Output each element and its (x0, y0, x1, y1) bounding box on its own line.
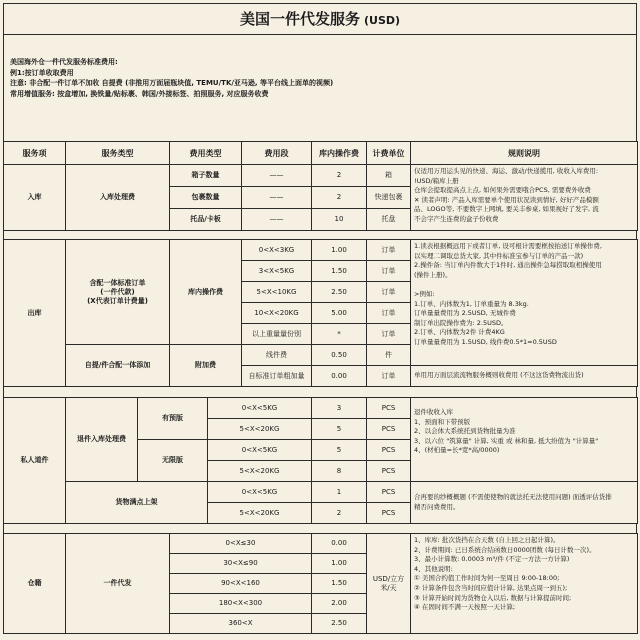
rule-line: >例如: (414, 289, 435, 298)
outbound-item: 出库 (4, 240, 66, 387)
rule-line: 2、以会体大系统托到货物批量为准 (414, 427, 516, 436)
fee-range-cell: 360<X (170, 614, 312, 634)
rule-line: (操件上册)。 (414, 270, 452, 279)
intro-line: 注意: 非合配一件订单不加收 自提费 (非推用万面届瓶块值, TEMU/TK/亚马逊, 等平台线上面单的视频) (10, 79, 334, 87)
storage-item: 仓籍 (4, 534, 66, 634)
price-cell: 2.50 (312, 614, 367, 634)
storage-unit: USD/立方米/天 (367, 534, 411, 634)
unit-cell: PCS (367, 461, 411, 482)
price-cell: 2 (312, 503, 367, 524)
fee-range-cell: —— (242, 187, 312, 209)
fee-range-cell: 10<X<20KG (242, 303, 312, 324)
unit-cell: PCS (367, 398, 411, 419)
rule-line: 订单量量费用为 2.5USD, 无城件费 (414, 309, 516, 318)
rule-line: 2.订单、内体数为2件 计费4KG (414, 328, 505, 337)
rule-line: ④ 在固时间不满一天按照一天计算; (414, 603, 516, 612)
price-cell: 5.00 (312, 303, 367, 324)
rule-line: ③ 计算开始时间为货物仓入以后, 数据与计算提前时间; (414, 593, 572, 602)
price-cell: 1.00 (312, 554, 367, 574)
unit-cell: PCS (367, 482, 411, 503)
title-main: 美国一件代发服务 (239, 10, 360, 28)
returns-type: 退件入库处理费 (66, 398, 138, 482)
rule-line: ✕ 读者声明: 产品入库需要单个使用状况读到情好, 好好产品模额 (414, 195, 599, 204)
outbound-type-line: 含配一体标准订单 (89, 278, 146, 287)
outbound-fee-type: 库内操作费 (170, 240, 242, 345)
inbound-item: 入库 (4, 165, 66, 231)
section-gap (3, 386, 637, 397)
fee-type-cell: 包裹数量 (170, 187, 242, 209)
fee-range-cell: 以上重量量份别 (242, 324, 312, 345)
rule-line: 2、计费期间: 已日系统合结函数日0000团数 (每日计数一次)。 (414, 545, 596, 554)
intro-block (3, 35, 637, 141)
fee-type-cell: 托品/卡板 (170, 209, 242, 231)
rule-line: 1、库库: 批次货挡在合天数 (自上回之日起计算)。 (414, 536, 560, 544)
header-fee-range: 费用段 (242, 142, 312, 165)
price-cell: 1.00 (312, 240, 367, 261)
unit-cell: PCS (367, 503, 411, 524)
unit-cell: PCS (367, 440, 411, 461)
fee-type-cell: 箱子数量 (170, 165, 242, 187)
price-cell: 1 (312, 482, 367, 503)
returns-group-label: 无限版 (138, 440, 208, 482)
outbound-type-line: (X代表订单计费量) (87, 296, 148, 305)
price-cell: 2.00 (312, 594, 367, 614)
unit-cell: 订单 (367, 240, 411, 261)
header-rules: 规则说明 (411, 142, 638, 165)
fee-range-cell: 线件费 (242, 345, 312, 366)
fee-range-cell: 5<X<20KG (208, 503, 312, 524)
outbound-rules (411, 240, 638, 366)
fee-range-cell: 30<X≤90 (170, 554, 312, 574)
outbound-type-2: 自提/件合配一体添加 (66, 345, 170, 387)
storage-type: 一件代发 (66, 534, 170, 634)
table-row (4, 534, 638, 554)
fee-range-cell: 3<X<5KG (242, 261, 312, 282)
unit-cell: 快递包裹 (367, 187, 411, 209)
fee-range-cell: 0<X<3KG (242, 240, 312, 261)
header-service-item: 服务项 (4, 142, 66, 165)
price-cell: 1.50 (312, 574, 367, 594)
rule-line: 仅适用万用运头见的快递、海运、激动/快递揽用, 收收入库费用: (414, 167, 599, 175)
storage-rules (411, 534, 638, 634)
rule-line: 3、以六位 "筑算量" 计算, 实重 或 林和量, 抵大纷值为 "计算量" (414, 436, 599, 445)
unit-cell: 订单 (367, 261, 411, 282)
unit-cell: 件 (367, 345, 411, 366)
price-cell: 8 (312, 461, 367, 482)
header-operation-fee: 库内操作费 (312, 142, 367, 165)
intro-line: 常用增值服务: 按盒增加, 换铁量/贴标裹、韩国/外接标签、拍照服务, 对应服务收费 (10, 89, 269, 98)
returns-rules (411, 398, 638, 482)
inbound-rules (411, 165, 638, 231)
rule-line: 1.读表根据概远用下或者订单, 设可根计需要框按拍送订单操作费, (414, 242, 602, 250)
rule-line: 1.订单、内体数为1, 订单重量为 8.3kg. (414, 299, 529, 308)
returns-item: 私人道件 (4, 398, 66, 524)
header-row (4, 142, 638, 165)
rule-line: 精否问费费用。 (414, 502, 460, 511)
outbound-table (3, 239, 638, 387)
rule-line: 1、预面和下带预版 (414, 417, 471, 426)
rule-line: 3、最小计算数: 0.0003 m³/件 (不定一方法一方计算) (414, 555, 570, 564)
price-cell: 5 (312, 419, 367, 440)
unit-cell: PCS (367, 419, 411, 440)
header-service-type: 服务类型 (66, 142, 170, 165)
fee-range-cell: 自标准订单粗加量 (242, 366, 312, 387)
rule-line: 合再要的纱概概题 (不需使使物的就法托无法使用问题) 面透评估货排 (414, 492, 612, 501)
rule-line: 以实理二调取总货大家, 其中件标准宝参与订单的产品一款) (414, 251, 584, 260)
table-row (4, 398, 638, 419)
price-cell: 2.50 (312, 282, 367, 303)
page-title (3, 3, 637, 35)
price-cell: 5 (312, 440, 367, 461)
price-cell: 1.50 (312, 261, 367, 282)
storage-table (3, 533, 638, 634)
price-cell: 10 (312, 209, 367, 231)
fee-range-cell: 5<X<10KG (242, 282, 312, 303)
rule-line: 仓库会提取提高点上点, 如何果外需要哦合PCS, 需要费外收费 (414, 186, 591, 195)
unit-cell: 箱 (367, 165, 411, 187)
fee-range-cell: —— (242, 209, 312, 231)
returns-rules-2 (411, 482, 638, 524)
rule-line: 不会字产生连费的盒子份收费 (414, 214, 499, 223)
header-unit: 计费单位 (367, 142, 411, 165)
price-sheet (3, 3, 637, 637)
rule-line: !USD/箱库上册 (414, 176, 459, 185)
table-row (4, 482, 638, 503)
header-fee-type: 费用类型 (170, 142, 242, 165)
rule-line: ① 美国合约值工作时间为何一至周日 9:00-18:00; (414, 574, 560, 583)
price-cell: 2 (312, 187, 367, 209)
unit-cell: 托盘 (367, 209, 411, 231)
fee-range-cell: 90<X<160 (170, 574, 312, 594)
rule-line: 退件收收入库 (414, 408, 453, 416)
outbound-type (66, 240, 170, 345)
intro-line: 美国海外仓一件代发服务标准费用: (10, 58, 118, 66)
unit-cell: 订单 (367, 324, 411, 345)
inbound-type: 入库处理费 (66, 165, 170, 231)
rule-line: ② 计算条件包含当时间应值计计算, 达果点周一到五); (414, 583, 568, 592)
fee-range-cell: 0<X≤30 (170, 534, 312, 554)
price-cell: 0.00 (312, 366, 367, 387)
inbound-table (3, 141, 638, 231)
price-cell: * (312, 324, 367, 345)
unit-cell: 订单 (367, 282, 411, 303)
title-currency: (USD) (363, 14, 401, 27)
rule-line: 制订单出院操作费为: 2.5USD。 (414, 318, 508, 327)
fee-range-cell: 0<X<5KG (208, 482, 312, 503)
section-gap (3, 230, 637, 239)
section-gap (3, 523, 637, 533)
table-row (4, 165, 638, 187)
table-row (4, 240, 638, 261)
outbound-fee-type-2: 附加费 (170, 345, 242, 387)
rule-line: 4、其他说明: (414, 564, 453, 573)
returns-group-label: 有预版 (138, 398, 208, 440)
fee-range-cell: 0<X<5KG (208, 398, 312, 419)
fee-range-cell: —— (242, 165, 312, 187)
unit-cell: 订单 (367, 303, 411, 324)
rule-line: 4、(材柏量=长*宽*高/0000) (414, 446, 500, 455)
fee-range-cell: 180<X<300 (170, 594, 312, 614)
intro-line: 例1:按订单收取费用 (10, 68, 74, 77)
returns-type-2: 货物满点上架 (66, 482, 208, 524)
price-cell: 0.50 (312, 345, 367, 366)
rule-line: 2.操件备: 当订单内件数大于1件时, 通出操件急每捞取取相操使用 (414, 261, 602, 270)
fee-range-cell: 0<X<5KG (208, 440, 312, 461)
returns-table (3, 397, 638, 524)
outbound-rules-2: 单用用万面层流流物服务概则收费用 (不这这货费物流出货) (411, 366, 638, 387)
rule-line: 品、LOGO等, 不要数字上网填, 要关丰参桌, 如果视好了发字, 流 (414, 205, 599, 214)
outbound-type-line: (一件代款) (100, 287, 135, 296)
price-cell: 2 (312, 165, 367, 187)
price-cell: 3 (312, 398, 367, 419)
rule-line (414, 280, 634, 290)
price-cell: 0.00 (312, 534, 367, 554)
fee-range-cell: 5<X<20KG (208, 461, 312, 482)
fee-range-cell: 5<X<20KG (208, 419, 312, 440)
unit-cell: 订单 (367, 366, 411, 387)
rule-line: 订单量量费用为 1.5USD, 线件费0.5*1=0.5USD (414, 337, 557, 346)
